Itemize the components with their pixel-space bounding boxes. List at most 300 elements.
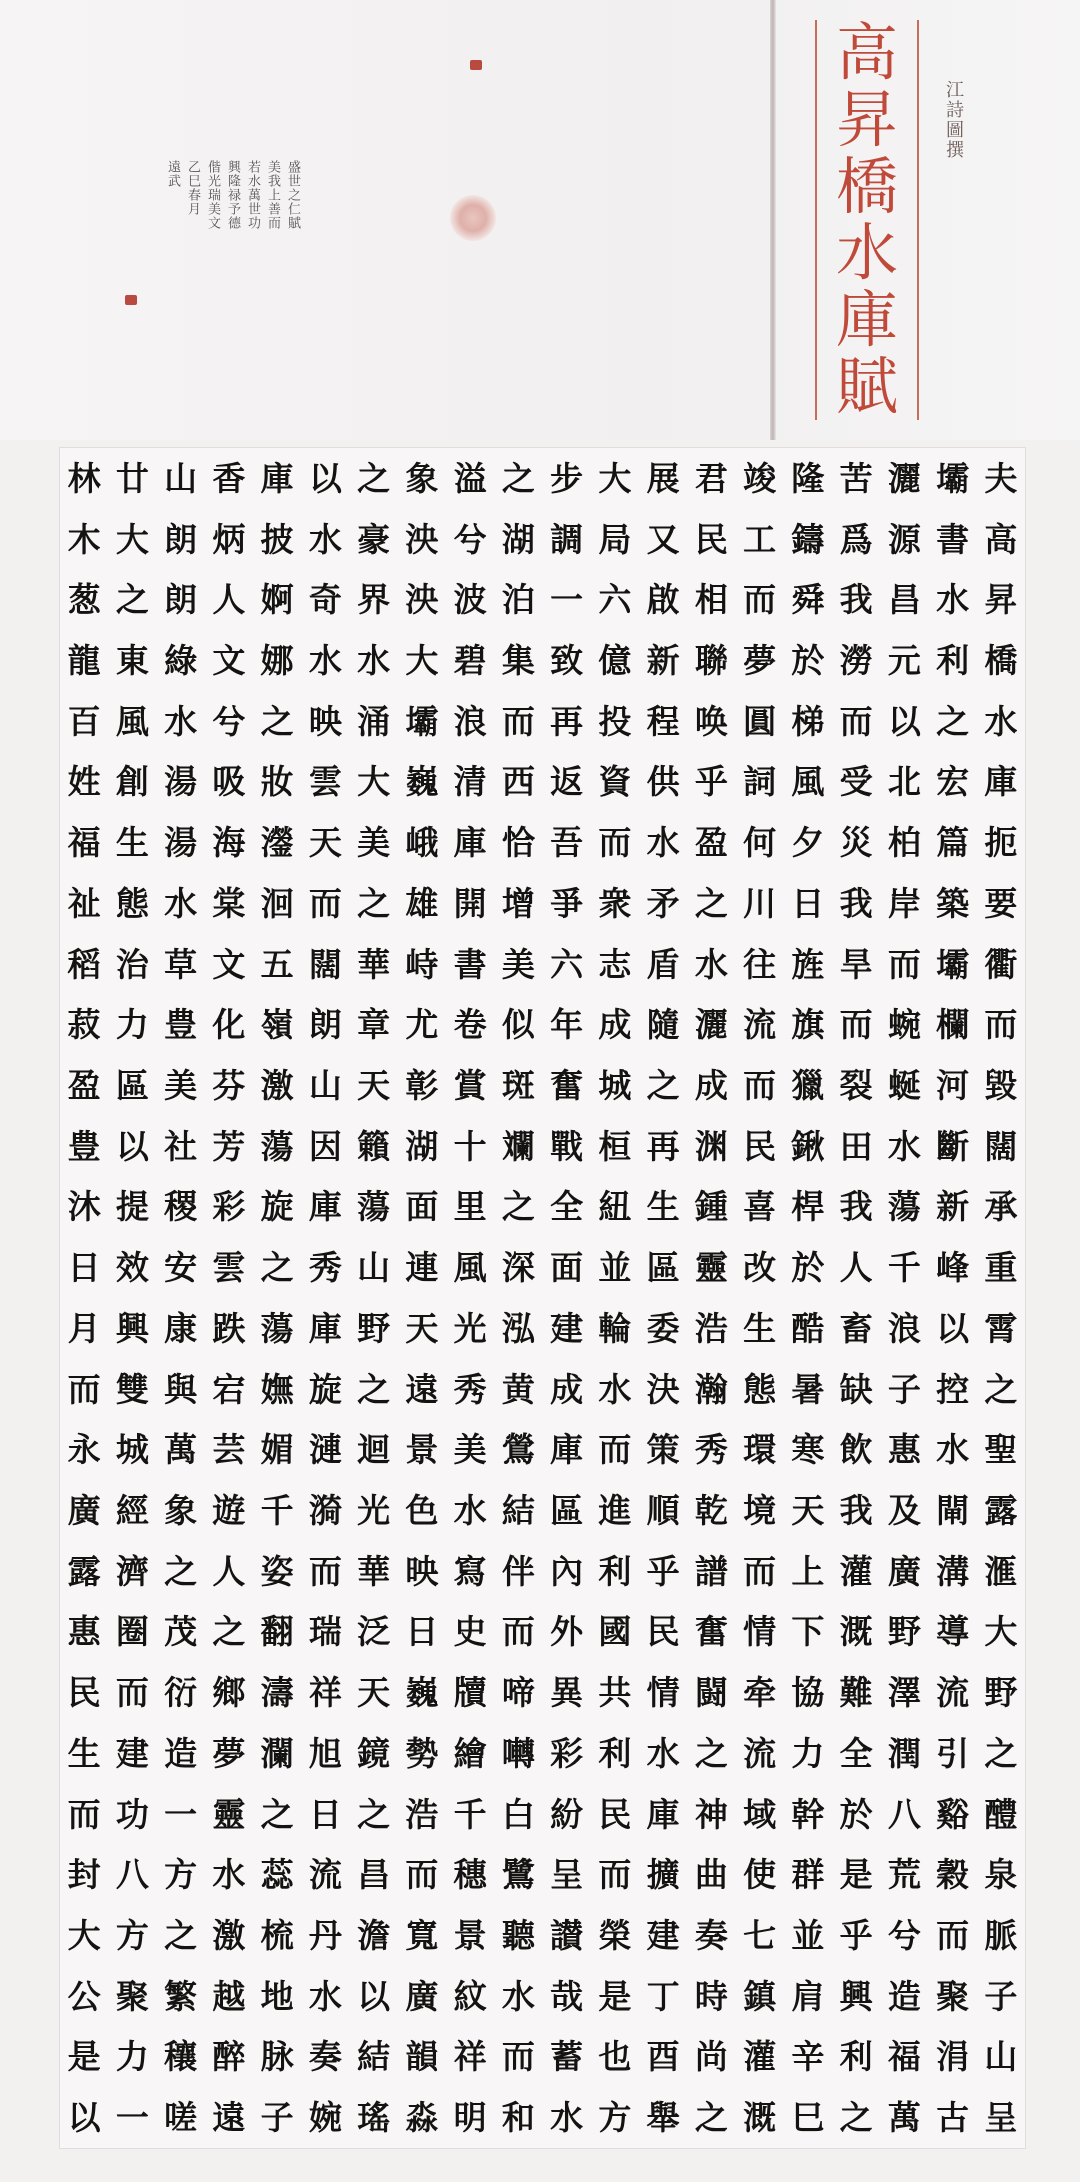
- character: 豪: [357, 519, 391, 559]
- character: 兮: [453, 519, 487, 559]
- character: 湖: [405, 1126, 439, 1166]
- character: 嗟: [164, 2098, 198, 2138]
- character: 韻: [405, 2037, 439, 2077]
- character: 聯: [694, 640, 728, 680]
- character: 成: [598, 1005, 632, 1045]
- character: 資: [598, 762, 632, 802]
- character: 毀: [984, 1065, 1018, 1105]
- character: 泉: [984, 1855, 1018, 1895]
- character: 巍: [405, 1673, 439, 1713]
- character: 新: [936, 1187, 970, 1227]
- inscription-line: 偕光瑞美文: [205, 160, 220, 230]
- text-column: [108, 448, 156, 2148]
- character: 程: [646, 701, 680, 741]
- character: 委: [646, 1308, 680, 1348]
- character: 泊: [501, 580, 535, 620]
- character: 繪: [453, 1733, 487, 1773]
- character: 我: [839, 1187, 873, 1227]
- character: 吸: [212, 762, 246, 802]
- character: 水: [308, 1976, 342, 2016]
- character: 順: [646, 1490, 680, 1530]
- character: 力: [115, 2037, 149, 2077]
- character: 書: [936, 519, 970, 559]
- character: 大: [357, 762, 391, 802]
- character: 局: [598, 519, 632, 559]
- character: 生: [67, 1733, 101, 1773]
- character: 婉: [308, 2098, 342, 2138]
- character: 面: [405, 1187, 439, 1227]
- character: 提: [115, 1187, 149, 1227]
- character: 境: [743, 1490, 777, 1530]
- character: 浩: [694, 1308, 728, 1348]
- character: 創: [115, 762, 149, 802]
- character: 共: [598, 1673, 632, 1713]
- character: 詞: [743, 762, 777, 802]
- character: 君: [694, 458, 728, 498]
- character: 讃: [550, 1915, 584, 1955]
- character: 棠: [212, 883, 246, 923]
- character: 上: [791, 1551, 825, 1591]
- character: 水: [936, 1430, 970, 1470]
- character: 天: [308, 823, 342, 863]
- character: 而: [598, 1855, 632, 1895]
- character: 豊: [67, 1126, 101, 1166]
- character: 奏: [694, 1915, 728, 1955]
- character: 賞: [453, 1065, 487, 1105]
- character: 民: [67, 1673, 101, 1713]
- character: 畜: [839, 1308, 873, 1348]
- character: 婀: [260, 580, 294, 620]
- character: 並: [598, 1248, 632, 1288]
- text-column: [687, 448, 735, 2148]
- character: 大: [67, 1915, 101, 1955]
- character: 寫: [453, 1551, 487, 1591]
- character: 旋: [260, 1187, 294, 1227]
- character: 域: [743, 1794, 777, 1834]
- character: 恰: [501, 823, 535, 863]
- character: 民: [743, 1126, 777, 1166]
- character: 六: [550, 944, 584, 984]
- character: 書: [453, 944, 487, 984]
- character: 色: [405, 1490, 439, 1530]
- text-column: [398, 448, 446, 2148]
- character: 旌: [791, 944, 825, 984]
- character: 人: [212, 1551, 246, 1591]
- character: 承: [984, 1187, 1018, 1227]
- character: 巍: [405, 762, 439, 802]
- character: 力: [115, 1005, 149, 1045]
- character: 舜: [791, 580, 825, 620]
- character: 盾: [646, 944, 680, 984]
- character: 決: [646, 1369, 680, 1409]
- character: 利: [598, 1733, 632, 1773]
- character: 呈: [984, 2098, 1018, 2138]
- character: 稻: [67, 944, 101, 984]
- character: 曲: [694, 1855, 728, 1895]
- character: 文: [212, 944, 246, 984]
- character: 一: [550, 580, 584, 620]
- character: 風: [791, 762, 825, 802]
- character: 山: [357, 1248, 391, 1288]
- character: 美: [453, 1430, 487, 1470]
- character: 梯: [791, 701, 825, 741]
- character: 廣: [887, 1551, 921, 1591]
- character: 宏: [936, 762, 970, 802]
- character: 流: [936, 1673, 970, 1713]
- character: 美: [501, 944, 535, 984]
- text-column: [60, 448, 108, 2148]
- character: 而: [501, 2037, 535, 2077]
- character: 是: [67, 2037, 101, 2077]
- character: 致: [550, 640, 584, 680]
- character: 哉: [550, 1976, 584, 2016]
- character: 改: [743, 1248, 777, 1288]
- character: 秀: [694, 1430, 728, 1470]
- character: 伴: [501, 1551, 535, 1591]
- character: 於: [839, 1794, 873, 1834]
- character: 激: [212, 1915, 246, 1955]
- character: 跌: [212, 1308, 246, 1348]
- character: 於: [791, 1248, 825, 1288]
- character: 瀚: [694, 1369, 728, 1409]
- character: 光: [357, 1490, 391, 1530]
- character: 夢: [212, 1733, 246, 1773]
- character: 綠: [164, 640, 198, 680]
- character: 開: [453, 883, 487, 923]
- character: 水: [164, 883, 198, 923]
- character: 泛: [357, 1612, 391, 1652]
- character: 波: [453, 580, 487, 620]
- character: 協: [791, 1673, 825, 1713]
- character: 浩: [405, 1794, 439, 1834]
- character: 年: [550, 1005, 584, 1045]
- character: 相: [694, 580, 728, 620]
- character: 圓: [743, 701, 777, 741]
- character: 鍾: [694, 1187, 728, 1227]
- character: 何: [743, 823, 777, 863]
- character: 景: [453, 1915, 487, 1955]
- character: 祥: [453, 2037, 487, 2077]
- character: 酉: [646, 2037, 680, 2077]
- character: 涓: [936, 2037, 970, 2077]
- character: 水: [164, 701, 198, 741]
- character: 蓄: [550, 2037, 584, 2077]
- character: 夕: [791, 823, 825, 863]
- character: 聚: [115, 1976, 149, 2016]
- character: 風: [453, 1248, 487, 1288]
- character: 史: [453, 1612, 487, 1652]
- character: 與: [164, 1369, 198, 1409]
- character: 水: [308, 519, 342, 559]
- character: 之: [984, 1733, 1018, 1773]
- character: 水: [501, 1976, 535, 2016]
- character: 群: [791, 1855, 825, 1895]
- character: 明: [453, 2098, 487, 2138]
- character: 秀: [308, 1248, 342, 1288]
- character: 紐: [598, 1187, 632, 1227]
- character: 旱: [839, 944, 873, 984]
- title-char: 高: [835, 16, 898, 90]
- character: 要: [984, 883, 1018, 923]
- character: 芳: [212, 1126, 246, 1166]
- character: 穰: [164, 2037, 198, 2077]
- character: 異: [550, 1673, 584, 1713]
- character: 尚: [694, 2037, 728, 2077]
- character: 展: [646, 458, 680, 498]
- character: 子: [887, 1369, 921, 1409]
- character: 盈: [67, 1065, 101, 1105]
- character: 深: [501, 1248, 535, 1288]
- character: 興: [115, 1308, 149, 1348]
- character: 奮: [694, 1612, 728, 1652]
- character: 造: [887, 1976, 921, 2016]
- character: 以: [887, 701, 921, 741]
- character: 衢: [984, 944, 1018, 984]
- character: 區: [550, 1490, 584, 1530]
- character: 姿: [260, 1551, 294, 1591]
- character: 庫: [260, 458, 294, 498]
- character: 闊: [984, 1126, 1018, 1166]
- character: 牵: [743, 1673, 777, 1713]
- character: 下: [791, 1612, 825, 1652]
- character: 奏: [308, 2037, 342, 2077]
- character: 城: [598, 1065, 632, 1105]
- character: 浪: [453, 701, 487, 741]
- character: 之: [694, 2098, 728, 2138]
- character: 泱: [405, 580, 439, 620]
- character: 文: [212, 640, 246, 680]
- character: 元: [887, 640, 921, 680]
- character: 也: [598, 2037, 632, 2077]
- character: 西: [501, 762, 535, 802]
- character: 幹: [791, 1794, 825, 1834]
- text-column: [929, 448, 977, 2148]
- character: 梳: [260, 1915, 294, 1955]
- character: 里: [453, 1187, 487, 1227]
- character: 苦: [839, 458, 873, 498]
- character: 八: [115, 1855, 149, 1895]
- character: 之: [357, 1794, 391, 1834]
- character: 清: [453, 762, 487, 802]
- character: 奮: [550, 1065, 584, 1105]
- character: 億: [598, 640, 632, 680]
- title-char: 水: [835, 216, 898, 290]
- character: 湖: [501, 519, 535, 559]
- character: 瀾: [260, 1733, 294, 1773]
- character: 獵: [791, 1065, 825, 1105]
- character: 辛: [791, 2037, 825, 2077]
- character: 調: [550, 519, 584, 559]
- character: 而: [405, 1855, 439, 1895]
- character: 美: [164, 1065, 198, 1105]
- character: 隆: [791, 458, 825, 498]
- character: 朗: [164, 519, 198, 559]
- character: 工: [743, 519, 777, 559]
- character: 壩: [936, 458, 970, 498]
- character: 丹: [308, 1915, 342, 1955]
- character: 生: [646, 1187, 680, 1227]
- character: 繁: [164, 1976, 198, 2016]
- character: 而: [115, 1673, 149, 1713]
- character: 鍬: [791, 1126, 825, 1166]
- character: 澹: [357, 1915, 391, 1955]
- character: 勢: [405, 1733, 439, 1773]
- character: 稷: [164, 1187, 198, 1227]
- character: 之: [694, 1733, 728, 1773]
- character: 矛: [646, 883, 680, 923]
- inscription-line: 興隆禄予德: [225, 160, 240, 230]
- character: 山: [984, 2037, 1018, 2077]
- character: 態: [743, 1369, 777, 1409]
- character: 乎: [839, 1915, 873, 1955]
- character: 聚: [936, 1976, 970, 2016]
- character: 福: [67, 823, 101, 863]
- character: 聖: [984, 1430, 1018, 1470]
- character: 社: [164, 1126, 198, 1166]
- text-column: [639, 448, 687, 2148]
- character: 澇: [839, 640, 873, 680]
- character: 大: [405, 640, 439, 680]
- character: 一: [115, 2098, 149, 2138]
- character: 華: [357, 944, 391, 984]
- character: 而: [308, 1551, 342, 1591]
- character: 象: [405, 458, 439, 498]
- character: 界: [357, 580, 391, 620]
- character: 卷: [453, 1005, 487, 1045]
- character: 返: [550, 762, 584, 802]
- character: 而: [984, 1005, 1018, 1045]
- character: 天: [791, 1490, 825, 1530]
- character: 聽: [501, 1915, 535, 1955]
- character: 籟: [357, 1126, 391, 1166]
- character: 桿: [791, 1187, 825, 1227]
- character: 衆: [598, 883, 632, 923]
- character: 乾: [694, 1490, 728, 1530]
- character: 雲: [308, 762, 342, 802]
- character: 鷺: [501, 1855, 535, 1895]
- character: 高: [984, 519, 1018, 559]
- character: 流: [743, 1733, 777, 1773]
- character: 以: [67, 2098, 101, 2138]
- inscription-line: 乙巳春月: [185, 160, 200, 216]
- character: 建: [550, 1308, 584, 1348]
- character: 之: [839, 2098, 873, 2138]
- character: 集: [501, 640, 535, 680]
- character: 增: [501, 883, 535, 923]
- character: 野: [357, 1308, 391, 1348]
- character: 以: [936, 1308, 970, 1348]
- character: 灑: [887, 458, 921, 498]
- character: 我: [839, 1490, 873, 1530]
- character: 我: [839, 580, 873, 620]
- character: 內: [550, 1551, 584, 1591]
- character: 水: [308, 640, 342, 680]
- character: 萬: [887, 2098, 921, 2138]
- character: 時: [694, 1976, 728, 2016]
- character: 昇: [984, 580, 1018, 620]
- character: 國: [598, 1612, 632, 1652]
- character: 啟: [646, 580, 680, 620]
- character: 芬: [212, 1065, 246, 1105]
- character: 神: [694, 1794, 728, 1834]
- character: 供: [646, 762, 680, 802]
- character: 蕩: [260, 1308, 294, 1348]
- character: 妝: [260, 762, 294, 802]
- character: 闘: [694, 1673, 728, 1713]
- character: 而: [598, 823, 632, 863]
- character: 隨: [646, 1005, 680, 1045]
- character: 之: [115, 580, 149, 620]
- character: 志: [598, 944, 632, 984]
- character: 重: [984, 1248, 1018, 1288]
- side-inscription: [165, 160, 299, 280]
- character: 渊: [694, 1126, 728, 1166]
- character: 泱: [405, 519, 439, 559]
- character: 蕊: [260, 1855, 294, 1895]
- character: 地: [260, 1976, 294, 2016]
- character: 再: [646, 1126, 680, 1166]
- character: 祥: [308, 1673, 342, 1713]
- character: 濤: [260, 1673, 294, 1713]
- character: 溉: [743, 2098, 777, 2138]
- character: 兮: [887, 1915, 921, 1955]
- character: 流: [743, 1005, 777, 1045]
- character: 因: [308, 1126, 342, 1166]
- character: 芸: [212, 1430, 246, 1470]
- character: 十: [453, 1126, 487, 1166]
- character: 峨: [405, 823, 439, 863]
- character: 區: [115, 1065, 149, 1105]
- character: 千: [260, 1490, 294, 1530]
- character: 結: [357, 2037, 391, 2077]
- character: 肩: [791, 1976, 825, 2016]
- character: 之: [212, 1612, 246, 1652]
- character: 灑: [694, 1005, 728, 1045]
- character: 方: [115, 1915, 149, 1955]
- character: 露: [67, 1551, 101, 1591]
- character: 溉: [839, 1612, 873, 1652]
- character: 美: [357, 823, 391, 863]
- character: 旗: [791, 1005, 825, 1045]
- character: 而: [743, 1551, 777, 1591]
- character: 章: [357, 1005, 391, 1045]
- character: 囀: [501, 1733, 535, 1773]
- character: 盈: [694, 823, 728, 863]
- character: 香: [212, 458, 246, 498]
- character: 旭: [308, 1733, 342, 1773]
- character: 成: [550, 1369, 584, 1409]
- text-column: [253, 448, 301, 2148]
- text-column: [446, 448, 494, 2148]
- character: 日: [67, 1248, 101, 1288]
- character: 迴: [357, 1430, 391, 1470]
- character: 而: [67, 1794, 101, 1834]
- character: 穗: [453, 1855, 487, 1895]
- character: 庫: [308, 1187, 342, 1227]
- character: 大: [598, 458, 632, 498]
- character: 寒: [791, 1430, 825, 1470]
- character: 湯: [164, 823, 198, 863]
- character: 利: [598, 1551, 632, 1591]
- character: 而: [67, 1369, 101, 1409]
- character: 而: [887, 944, 921, 984]
- character: 庫: [308, 1308, 342, 1348]
- text-column: [157, 448, 205, 2148]
- character: 映: [308, 701, 342, 741]
- character: 而: [501, 701, 535, 741]
- character: 溝: [936, 1551, 970, 1591]
- character: 映: [405, 1551, 439, 1591]
